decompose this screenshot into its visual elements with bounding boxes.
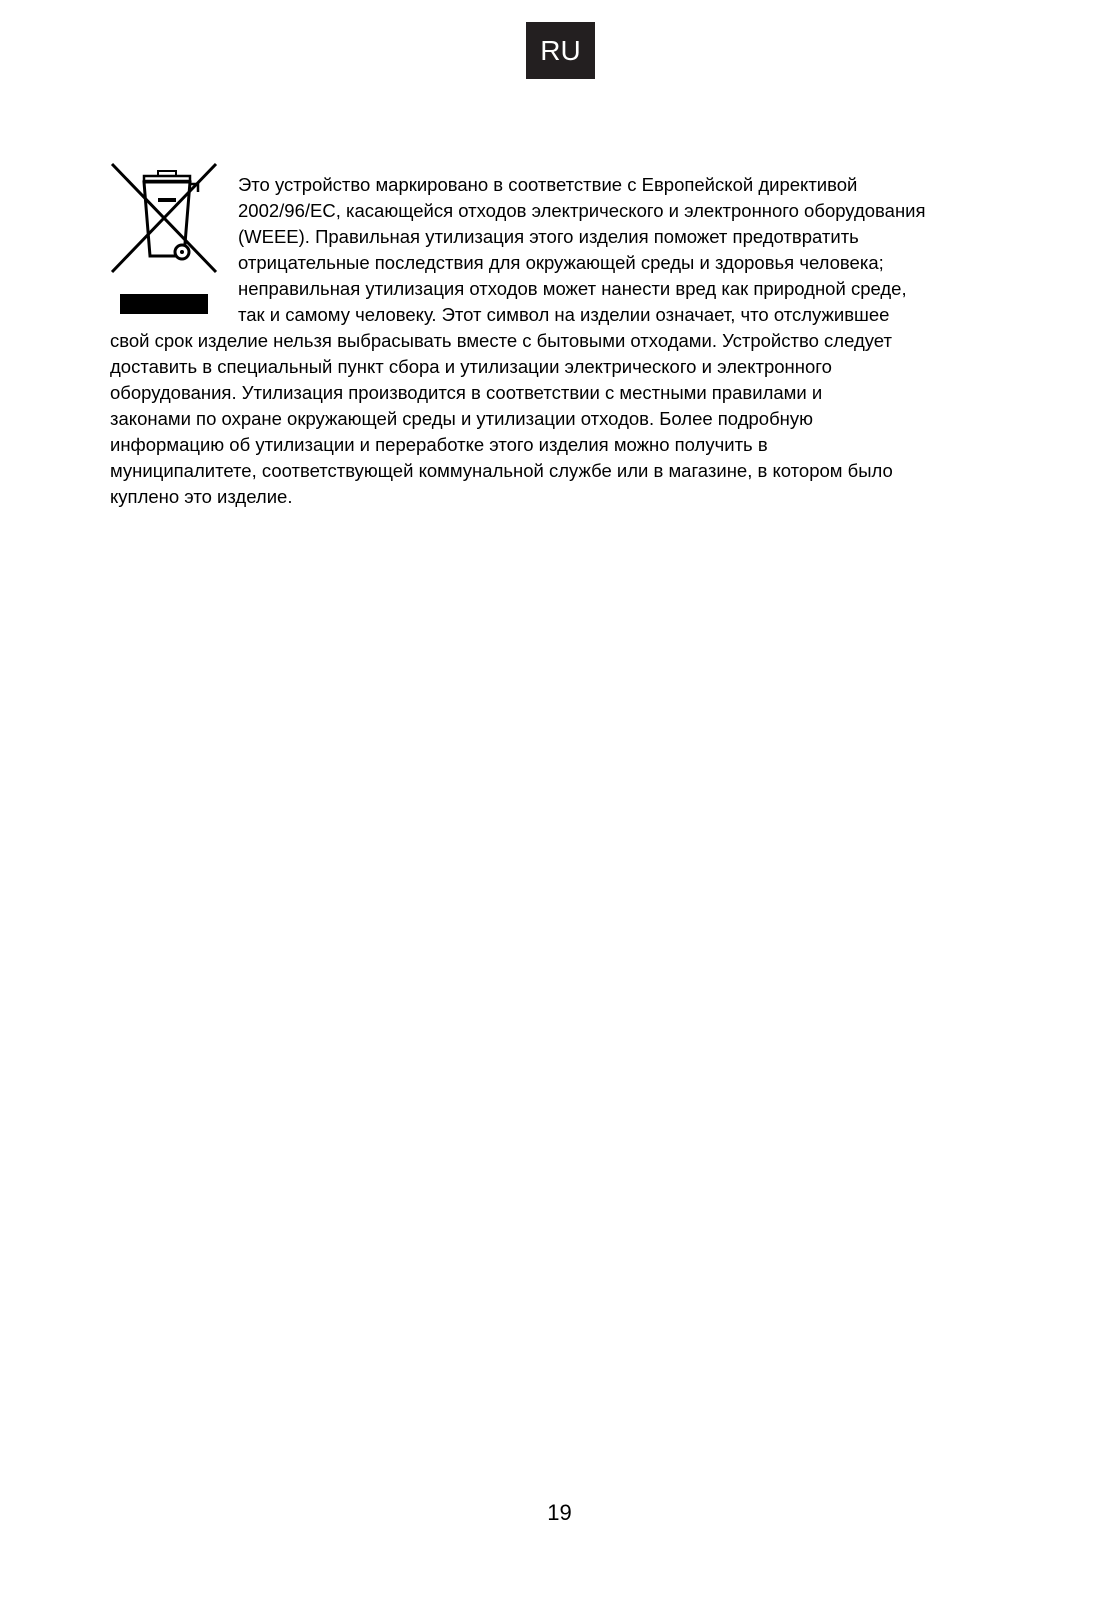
text-line: куплено это изделие. bbox=[110, 486, 293, 507]
text-line: (WEEE). Правильная утилизация этого изделия поможет предотвратить bbox=[238, 226, 859, 247]
text-line: отрицательные последствия для окружающей среды и здоровья человека; bbox=[238, 252, 884, 273]
weee-body-paragraph bbox=[110, 328, 893, 510]
text-line: оборудования. Утилизация производится в соответствии с местными правилами и bbox=[110, 382, 823, 403]
text-line: 2002/96/EC, касающейся отходов электрического и электронного оборудования bbox=[238, 200, 926, 221]
page-number: 19 bbox=[547, 1500, 572, 1525]
text-line: так и самому человеку. Этот символ на изделии означает, что отслужившее bbox=[238, 304, 890, 325]
language-badge: RU bbox=[526, 22, 595, 79]
text-line: неправильная утилизация отходов может нанести вред как природной среде, bbox=[238, 278, 907, 299]
text-line: свой срок изделие нельзя выбрасывать вместе с бытовыми отходами. Устройство следует bbox=[110, 330, 892, 351]
text-line: информацию об утилизации и переработке этого изделия можно получить в bbox=[110, 434, 768, 455]
text-line: Это устройство маркировано в соответствие с Европейской директивой bbox=[238, 174, 858, 195]
weee-intro-paragraph bbox=[238, 172, 926, 328]
text-line: муниципалитете, соответствующей коммунальной службе или в магазине, в котором было bbox=[110, 460, 893, 481]
text-line: доставить в специальный пункт сбора и утилизации электрического и электронного bbox=[110, 356, 832, 377]
text-line: законами по охране окружающей среды и утилизации отходов. Более подробную bbox=[110, 408, 813, 429]
crossed-out-wheelie-bin-icon bbox=[110, 162, 222, 324]
